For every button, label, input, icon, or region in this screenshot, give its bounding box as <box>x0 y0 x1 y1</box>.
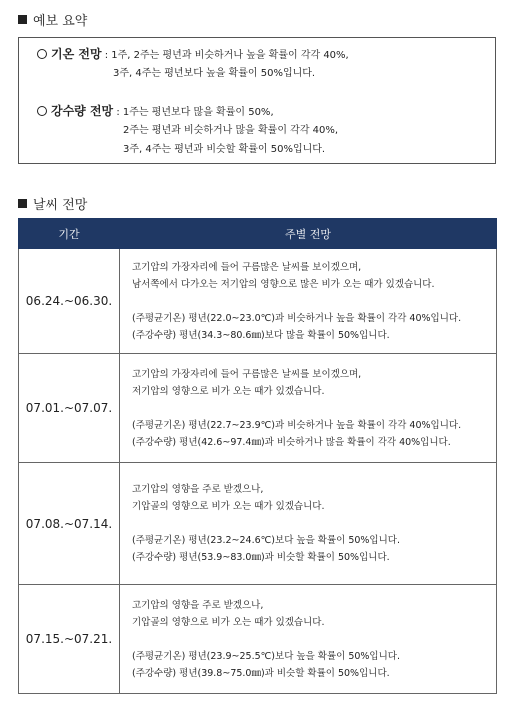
temperature-line1: 1주, 2주는 평년과 비슷하거나 높을 확률이 각각 40%, <box>111 50 349 61</box>
period-cell: 07.15.~07.21. <box>19 585 120 694</box>
outlook-line: (주평균기온) 평년(22.0~23.0℃)과 비슷하거나 높을 확률이 각각 40%입니다. <box>132 312 462 324</box>
summary-section-title <box>18 10 87 29</box>
outlook-cell <box>120 249 497 354</box>
temperature-colon: : <box>101 50 112 61</box>
outlook-line: (주평균기온) 평년(22.7~23.9℃)과 비슷하거나 높을 확률이 각각 40%입니다. <box>132 419 462 431</box>
outlook-line: 고기압의 영향을 주로 받겠으나, <box>132 484 264 495</box>
period-header: 기간 <box>19 219 120 249</box>
forecast-table <box>18 218 497 694</box>
period-cell: 07.08.~07.14. <box>19 463 120 585</box>
outlook-line: (주강수량) 평년(42.6~97.4㎜)과 비슷하거나 많을 확률이 각각 40%입니다. <box>132 436 451 448</box>
outlook-line: 기압골의 영향으로 비가 오는 때가 있겠습니다. <box>132 501 325 512</box>
table-row <box>19 354 497 463</box>
outlook-header: 주별 전망 <box>120 219 497 249</box>
outlook-line: (주평균기온) 평년(23.2~24.6℃)보다 높을 확률이 50%입니다. <box>132 535 400 546</box>
circle-bullet-icon <box>37 106 47 116</box>
square-bullet-icon <box>18 15 27 24</box>
temperature-line2: 3주, 4주는 평년보다 높을 확률이 50%입니다. <box>113 68 316 79</box>
outlook-line: (주강수량) 평년(39.8~75.0㎜)과 비슷할 확률이 50%입니다. <box>132 667 390 679</box>
outlook-cell <box>120 585 497 694</box>
period-cell: 07.01.~07.07. <box>19 354 120 463</box>
period-cell: 06.24.~06.30. <box>19 249 120 354</box>
weather-section-title <box>18 194 87 213</box>
temperature-outlook <box>37 45 349 65</box>
summary-box <box>18 37 496 164</box>
summary-title-text: 예보 요약 <box>33 14 88 29</box>
precipitation-label: 강수량 전망 <box>51 104 114 118</box>
outlook-line: 기압골의 영향으로 비가 오는 때가 있겠습니다. <box>132 616 325 628</box>
precipitation-outlook <box>37 102 274 122</box>
outlook-line: (주강수량) 평년(34.3~80.6㎜)보다 많을 확률이 50%입니다. <box>132 329 390 341</box>
square-bullet-icon <box>18 199 27 208</box>
table-row <box>19 463 497 585</box>
table-header-row <box>19 219 497 249</box>
precipitation-line3: 3주, 4주는 평년과 비슷할 확률이 50%입니다. <box>123 144 326 155</box>
outlook-cell <box>120 463 497 585</box>
table-row <box>19 585 497 694</box>
circle-bullet-icon <box>37 49 47 59</box>
outlook-line: 고기압의 영향을 주로 받겠으나, <box>132 599 264 611</box>
outlook-cell <box>120 354 497 463</box>
precipitation-line1: 1주는 평년보다 많을 확률이 50%, <box>122 107 274 118</box>
outlook-line: 저기압의 영향으로 비가 오는 때가 있겠습니다. <box>132 385 325 397</box>
precipitation-colon: : <box>113 107 123 118</box>
outlook-line: 고기압의 가장자리에 들어 구름많은 날씨를 보이겠으며, <box>132 368 362 380</box>
outlook-line: (주평균기온) 평년(23.9~25.5℃)보다 높을 확률이 50%입니다. <box>132 650 400 662</box>
outlook-line: 남서쪽에서 다가오는 저기압의 영향으로 많은 비가 오는 때가 있겠습니다. <box>132 278 435 290</box>
precipitation-line2: 2주는 평년과 비슷하거나 많을 확률이 각각 40%, <box>123 125 339 136</box>
table-row <box>19 249 497 354</box>
outlook-line: (주강수량) 평년(53.9~83.0㎜)과 비슷할 확률이 50%입니다. <box>132 552 390 563</box>
weather-title-text: 날씨 전망 <box>33 198 88 213</box>
temperature-label: 기온 전망 <box>51 47 102 61</box>
outlook-line: 고기압의 가장자리에 들어 구름많은 날씨를 보이겠으며, <box>132 261 362 273</box>
